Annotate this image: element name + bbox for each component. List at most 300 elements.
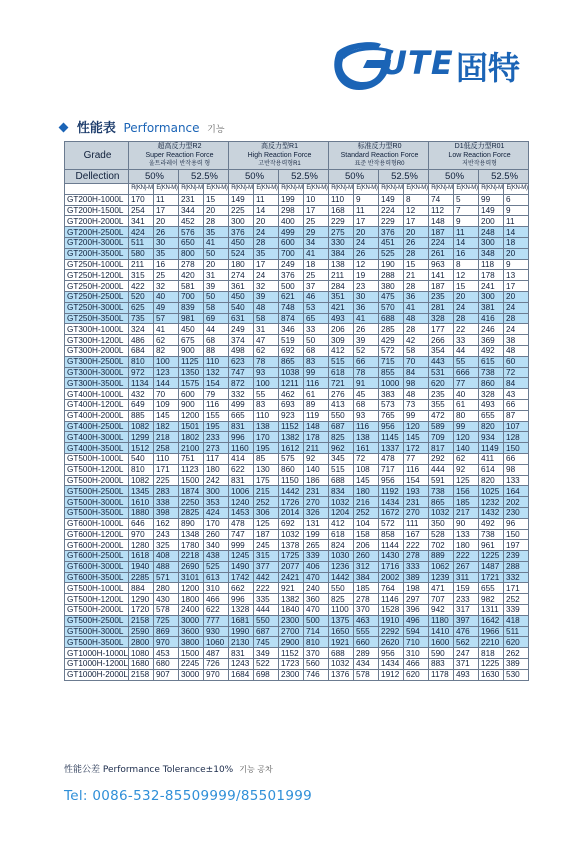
value-cell: 159: [454, 583, 479, 594]
value-cell: 511: [129, 237, 154, 248]
value-cell: 17: [254, 259, 279, 270]
value-cell: 650: [179, 237, 204, 248]
value-cell: 655: [479, 583, 504, 594]
value-cell: 310: [404, 648, 429, 659]
value-cell: 1150: [279, 475, 304, 486]
value-cell: 1680: [129, 659, 154, 670]
value-cell: 738: [479, 367, 504, 378]
value-cell: 18: [304, 259, 329, 270]
value-cell: 8: [404, 194, 429, 205]
value-cell: 46: [304, 291, 329, 302]
value-cell: 34: [304, 237, 329, 248]
value-cell: 531: [429, 367, 454, 378]
value-cell: 324: [129, 324, 154, 335]
group-header-r0: [329, 142, 429, 170]
table-row: [65, 453, 529, 464]
value-cell: 312: [354, 561, 379, 572]
value-cell: 810: [129, 356, 154, 367]
value-cell: 89: [304, 399, 329, 410]
value-cell: 61: [454, 399, 479, 410]
value-cell: 618: [329, 529, 354, 540]
value-cell: 421: [329, 302, 354, 313]
value-cell: 24: [454, 302, 479, 313]
value-cell: 16: [154, 259, 179, 270]
value-cell: 42: [404, 335, 429, 346]
value-cell: 1432: [479, 507, 504, 518]
value-cell: 982: [479, 594, 504, 605]
value-cell: 275: [329, 227, 354, 238]
value-cell: 162: [154, 518, 179, 529]
value-cell: 496: [404, 615, 429, 626]
grade-cell: GT400H-2000L: [65, 410, 129, 421]
group-header-r1: [229, 142, 329, 170]
value-cell: 69: [204, 313, 229, 324]
table-row: [65, 594, 529, 605]
value-cell: 1032: [279, 529, 304, 540]
value-cell: 20: [154, 216, 179, 227]
value-cell: 155: [204, 410, 229, 421]
value-cell: 384: [329, 248, 354, 259]
value-cell: 225: [229, 205, 254, 216]
value-cell: 229: [329, 216, 354, 227]
value-cell: 715: [379, 356, 404, 367]
value-cell: 39: [204, 281, 229, 292]
value-cell: 1100: [329, 605, 354, 616]
value-cell: 623: [229, 356, 254, 367]
value-cell: 104: [354, 518, 379, 529]
grade-cell: GT500H-3500L: [65, 637, 129, 648]
value-cell: 655: [479, 410, 504, 421]
value-cell: 515: [329, 464, 354, 475]
grade-cell: GT500H-2500L: [65, 486, 129, 497]
value-cell: 154: [204, 378, 229, 389]
value-cell: 384: [354, 572, 379, 583]
unit-header: R(KN)-M: [129, 184, 154, 195]
table-row: [65, 572, 529, 583]
value-cell: 522: [254, 659, 279, 670]
value-cell: 14: [454, 237, 479, 248]
value-cell: 317: [454, 605, 479, 616]
table-row: [65, 248, 529, 259]
value-cell: 138: [354, 432, 379, 443]
value-cell: 2300: [279, 615, 304, 626]
value-cell: 274: [229, 270, 254, 281]
value-cell: 349: [254, 648, 279, 659]
value-cell: 125: [254, 518, 279, 529]
table-row: [65, 313, 529, 324]
value-cell: 883: [429, 659, 454, 670]
value-cell: 1299: [129, 432, 154, 443]
value-cell: 1910: [379, 615, 404, 626]
value-cell: 48: [254, 302, 279, 313]
value-cell: 613: [204, 572, 229, 583]
table-row: [65, 561, 529, 572]
value-cell: 996: [229, 432, 254, 443]
table-row: [65, 270, 529, 281]
value-cell: 751: [179, 453, 204, 464]
value-cell: 28: [454, 313, 479, 324]
value-cell: 33: [454, 335, 479, 346]
value-cell: 1501: [179, 421, 204, 432]
value-cell: 666: [454, 367, 479, 378]
table-row: [65, 367, 529, 378]
value-cell: 550: [329, 410, 354, 421]
value-cell: 239: [504, 551, 529, 562]
value-cell: 123: [154, 367, 179, 378]
grade-cell: GT400H-1200L: [65, 399, 129, 410]
grade-cell: GT200H-2000L: [65, 216, 129, 227]
value-cell: 112: [429, 205, 454, 216]
value-cell: 80: [454, 410, 479, 421]
value-cell: 555: [354, 626, 379, 637]
value-cell: 885: [129, 410, 154, 421]
value-cell: 77: [404, 453, 429, 464]
value-cell: 530: [504, 669, 529, 680]
value-cell: 148: [304, 421, 329, 432]
value-cell: 25: [154, 270, 179, 281]
value-cell: 24: [504, 324, 529, 335]
value-cell: 332: [229, 389, 254, 400]
unit-header: E(KN-M): [204, 184, 229, 195]
value-cell: 397: [454, 615, 479, 626]
value-cell: 68: [354, 399, 379, 410]
value-cell: 36: [404, 291, 429, 302]
value-cell: 580: [129, 248, 154, 259]
value-cell: 235: [429, 389, 454, 400]
value-cell: 132: [204, 367, 229, 378]
value-cell: 872: [229, 378, 254, 389]
value-cell: 283: [154, 486, 179, 497]
value-cell: 171: [504, 583, 529, 594]
value-cell: 693: [279, 399, 304, 410]
value-cell: 1080: [129, 648, 154, 659]
value-cell: 831: [229, 421, 254, 432]
value-cell: 116: [204, 399, 229, 410]
value-cell: 141: [429, 270, 454, 281]
group-r0-en: Standard Reaction Force: [340, 152, 419, 159]
value-cell: 262: [504, 648, 529, 659]
unit-header: R(KN)-M: [429, 184, 454, 195]
value-cell: 118: [479, 259, 504, 270]
group-r2-cn: 超高反力型R2: [157, 143, 202, 150]
value-cell: 575: [279, 453, 304, 464]
value-cell: 150: [504, 529, 529, 540]
value-cell: 25: [304, 270, 329, 281]
value-cell: 470: [304, 605, 329, 616]
value-cell: 278: [404, 551, 429, 562]
unit-header: R(KN)-M: [379, 184, 404, 195]
value-cell: 58: [204, 302, 229, 313]
value-cell: 665: [229, 410, 254, 421]
value-cell: 622: [229, 464, 254, 475]
value-cell: 45: [354, 389, 379, 400]
value-cell: 252: [504, 594, 529, 605]
value-cell: 478: [379, 453, 404, 464]
value-cell: 85: [254, 453, 279, 464]
value-cell: 646: [129, 518, 154, 529]
value-cell: 298: [279, 205, 304, 216]
value-cell: 92: [454, 464, 479, 475]
value-cell: 2285: [129, 572, 154, 583]
value-cell: 1160: [229, 443, 254, 454]
unit-header: E(KN-M): [354, 184, 379, 195]
value-cell: 1149: [479, 443, 504, 454]
value-cell: 1382: [279, 432, 304, 443]
value-cell: 570: [379, 302, 404, 313]
value-cell: 12: [404, 205, 429, 216]
table-row: [65, 237, 529, 248]
value-cell: 1725: [279, 551, 304, 562]
value-cell: 41: [204, 237, 229, 248]
value-cell: 1642: [479, 615, 504, 626]
value-cell: 98: [504, 464, 529, 475]
value-cell: 144: [154, 378, 179, 389]
table-row: [65, 583, 529, 594]
value-cell: 900: [179, 345, 204, 356]
value-cell: 195: [204, 421, 229, 432]
value-cell: 20: [204, 259, 229, 270]
value-cell: 471: [429, 583, 454, 594]
value-cell: 1000: [379, 378, 404, 389]
value-cell: 1378: [279, 540, 304, 551]
group-r0-cn: 标准反力型R0: [357, 143, 402, 150]
value-cell: 777: [204, 615, 229, 626]
value-cell: 1921: [329, 637, 354, 648]
value-cell: 11: [354, 205, 379, 216]
value-cell: 21: [404, 270, 429, 281]
value-cell: 288: [379, 270, 404, 281]
grade-cell: GT500H-3000L: [65, 497, 129, 508]
value-cell: 381: [479, 302, 504, 313]
value-cell: 154: [404, 475, 429, 486]
grade-cell: GT400H-3000L: [65, 432, 129, 443]
value-cell: 1225: [479, 551, 504, 562]
deflection-header: Dellection: [65, 170, 129, 184]
group-header-r2: [129, 142, 229, 170]
value-cell: 119: [304, 410, 329, 421]
value-cell: 211: [129, 259, 154, 270]
value-cell: 1225: [479, 659, 504, 670]
value-cell: 110: [329, 194, 354, 205]
value-cell: 747: [229, 529, 254, 540]
value-cell: 418: [504, 615, 529, 626]
value-cell: 1337: [379, 443, 404, 454]
value-cell: 571: [154, 572, 179, 583]
value-cell: 6: [504, 194, 529, 205]
value-cell: 451: [379, 237, 404, 248]
grade-cell: GT250H-3500L: [65, 313, 129, 324]
table-row: [65, 194, 529, 205]
value-cell: 175: [254, 475, 279, 486]
value-cell: 370: [304, 648, 329, 659]
value-cell: 1434: [379, 497, 404, 508]
value-cell: 361: [229, 281, 254, 292]
table-row: [65, 378, 529, 389]
value-cell: 572: [379, 518, 404, 529]
value-cell: 309: [329, 335, 354, 346]
value-cell: 31: [204, 270, 229, 281]
value-cell: 193: [404, 486, 429, 497]
value-cell: 16: [454, 248, 479, 259]
value-cell: 1239: [429, 572, 454, 583]
value-cell: 376: [379, 227, 404, 238]
value-cell: 55: [454, 356, 479, 367]
value-cell: 820: [479, 475, 504, 486]
value-cell: 450: [179, 324, 204, 335]
value-cell: 1311: [479, 605, 504, 616]
value-cell: 77: [454, 378, 479, 389]
value-cell: 735: [129, 313, 154, 324]
value-cell: 138: [329, 259, 354, 270]
value-cell: 36: [354, 302, 379, 313]
table-row: [65, 475, 529, 486]
value-cell: 99: [304, 367, 329, 378]
value-cell: 1145: [379, 432, 404, 443]
value-cell: 130: [254, 464, 279, 475]
value-cell: 243: [154, 529, 179, 540]
value-cell: 493: [454, 669, 479, 680]
value-cell: 190: [379, 259, 404, 270]
value-cell: 1236: [329, 561, 354, 572]
value-cell: 860: [479, 378, 504, 389]
value-cell: 9: [454, 216, 479, 227]
value-cell: 29: [304, 227, 329, 238]
value-cell: 1200: [179, 410, 204, 421]
value-cell: 133: [504, 475, 529, 486]
value-cell: 578: [354, 669, 379, 680]
value-cell: 1328: [229, 605, 254, 616]
table-row: [65, 669, 529, 680]
value-cell: 1430: [379, 551, 404, 562]
value-cell: 249: [279, 259, 304, 270]
value-cell: 2590: [129, 626, 154, 637]
value-cell: 37: [304, 281, 329, 292]
grade-cell: GT400H-1000L: [65, 389, 129, 400]
grade-cell: GT500H-1000L: [65, 453, 129, 464]
value-cell: 26: [404, 237, 429, 248]
value-cell: 350: [429, 518, 454, 529]
value-cell: 116: [354, 421, 379, 432]
table-row: [65, 216, 529, 227]
value-cell: 1243: [229, 659, 254, 670]
pct-header: 52.5%: [479, 170, 529, 184]
value-cell: 416: [479, 313, 504, 324]
value-cell: 688: [329, 648, 354, 659]
value-cell: 335: [254, 594, 279, 605]
value-cell: 83: [304, 356, 329, 367]
value-cell: 344: [179, 205, 204, 216]
value-cell: 138: [254, 421, 279, 432]
value-cell: 1802: [179, 432, 204, 443]
value-cell: 424: [129, 227, 154, 238]
value-cell: 11: [504, 216, 529, 227]
value-cell: 408: [154, 551, 179, 562]
value-cell: 109: [154, 399, 179, 410]
value-cell: 884: [129, 583, 154, 594]
grade-cell: GT250H-2000L: [65, 281, 129, 292]
value-cell: 14: [254, 205, 279, 216]
value-cell: 230: [504, 507, 529, 518]
value-cell: 233: [204, 432, 229, 443]
value-cell: 470: [304, 572, 329, 583]
value-cell: 15: [204, 194, 229, 205]
value-cell: 486: [129, 335, 154, 346]
value-cell: 453: [154, 648, 179, 659]
value-cell: 198: [404, 583, 429, 594]
value-cell: 1684: [229, 669, 254, 680]
value-cell: 231: [304, 486, 329, 497]
grade-cell: GT300H-2500L: [65, 356, 129, 367]
value-cell: 211: [304, 443, 329, 454]
value-cell: 1375: [329, 615, 354, 626]
value-cell: 1487: [479, 561, 504, 572]
value-cell: 110: [204, 356, 229, 367]
value-cell: 292: [429, 453, 454, 464]
value-cell: 326: [304, 507, 329, 518]
value-cell: 970: [204, 669, 229, 680]
value-cell: 1240: [229, 497, 254, 508]
value-cell: 284: [329, 281, 354, 292]
value-cell: 306: [254, 507, 279, 518]
value-cell: 354: [429, 345, 454, 356]
value-cell: 524: [229, 248, 254, 259]
value-cell: 726: [204, 659, 229, 670]
value-cell: 450: [229, 291, 254, 302]
value-cell: 66: [504, 399, 529, 410]
pct-header: 52.5%: [179, 170, 229, 184]
value-cell: 187: [429, 227, 454, 238]
table-row: [65, 540, 529, 551]
diamond-bullet-icon: [59, 123, 69, 133]
value-cell: 170: [129, 194, 154, 205]
value-cell: 280: [154, 583, 179, 594]
value-cell: 41: [354, 313, 379, 324]
value-cell: 511: [504, 626, 529, 637]
value-cell: 858: [379, 529, 404, 540]
value-cell: 145: [154, 410, 179, 421]
value-cell: 10: [304, 194, 329, 205]
value-cell: 3000: [179, 615, 204, 626]
value-cell: 2014: [279, 507, 304, 518]
value-cell: 3000: [179, 669, 204, 680]
value-cell: 20: [254, 216, 279, 227]
value-cell: 82: [154, 345, 179, 356]
value-cell: 540: [229, 302, 254, 313]
value-cell: 2300: [279, 669, 304, 680]
value-cell: 108: [354, 464, 379, 475]
value-cell: 167: [404, 529, 429, 540]
group-r1-en: High Reaction Force: [247, 152, 312, 159]
value-cell: 493: [329, 313, 354, 324]
grade-cell: GT600H-3000L: [65, 561, 129, 572]
value-cell: 687: [329, 421, 354, 432]
value-cell: 44: [204, 324, 229, 335]
table-row: [65, 626, 529, 637]
value-cell: 110: [254, 410, 279, 421]
value-cell: 839: [179, 302, 204, 313]
table-row: [65, 227, 529, 238]
value-cell: 41: [154, 324, 179, 335]
table-row: [65, 345, 529, 356]
value-cell: 594: [404, 626, 429, 637]
value-cell: 389: [404, 572, 429, 583]
value-cell: 600: [179, 389, 204, 400]
value-cell: 1716: [379, 561, 404, 572]
value-cell: 631: [229, 313, 254, 324]
value-cell: 675: [179, 335, 204, 346]
pct-header: 50%: [429, 170, 479, 184]
value-cell: 78: [354, 367, 379, 378]
